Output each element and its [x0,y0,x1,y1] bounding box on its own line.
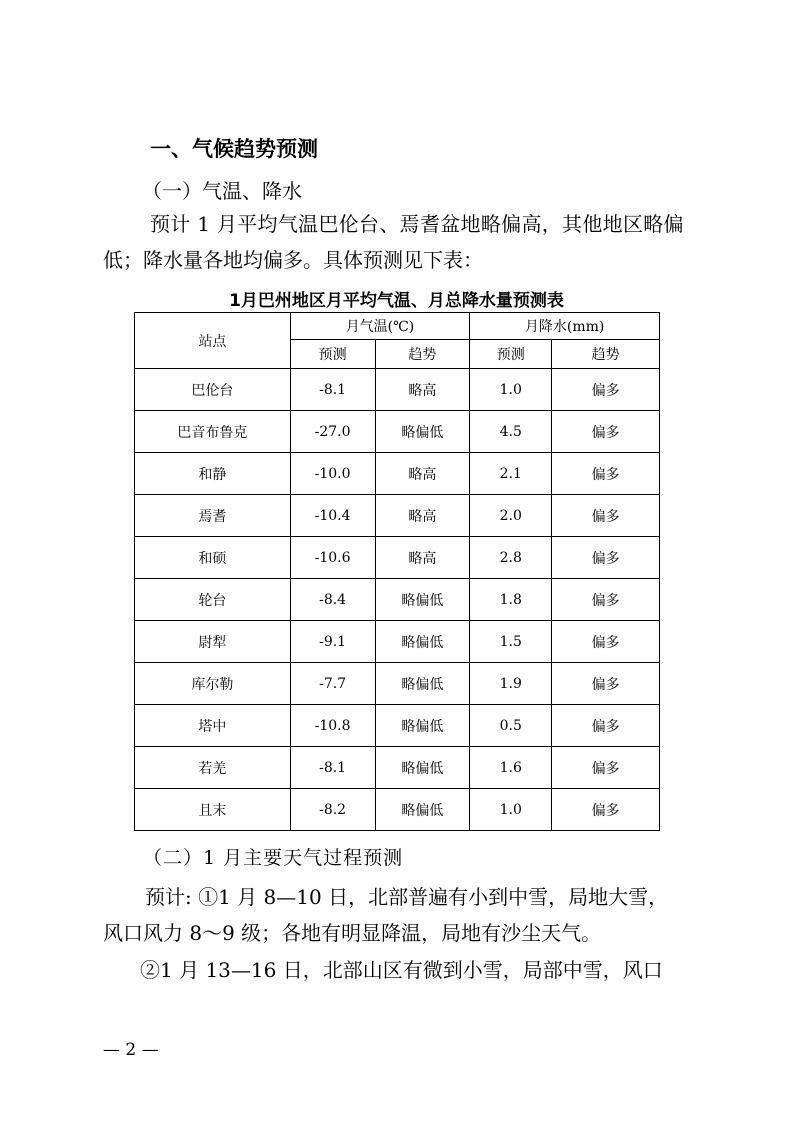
table-row [135,453,660,495]
cell-precip-trend: 偏多 [552,621,660,663]
cell-temp-trend: 略偏低 [375,747,470,789]
table-row [135,705,660,747]
cell-precip-trend: 偏多 [552,495,660,537]
table-row [135,369,660,411]
paragraph-line: 低；降水量各地均偏多。具体预测见下表： [103,248,483,272]
table-row [135,495,660,537]
paragraph-line: 预计 1 月平均气温巴伦台、焉耆盆地略偏高，其他地区略偏 [150,212,684,236]
cell-temp-trend: 略偏低 [375,663,470,705]
cell-temp-trend: 略高 [375,495,470,537]
table-row [135,537,660,579]
cell-precip: 2.8 [470,537,552,579]
cell-station: 焉耆 [135,495,291,537]
cell-precip-trend: 偏多 [552,411,660,453]
paragraph-line: 风口风力 8～9 级；各地有明显降温，局地有沙尘天气。 [103,921,602,945]
subheader-precip-trend: 趋势 [552,340,660,369]
cell-precip-trend: 偏多 [552,537,660,579]
paragraph-line: 预计: ①1 月 8—10 日，北部普遍有小到中雪，局地大雪， [145,885,669,909]
cell-station: 尉犁 [135,621,291,663]
cell-temp-trend: 略偏低 [375,621,470,663]
cell-precip-trend: 偏多 [552,369,660,411]
page-number: — 2 — [103,1040,159,1060]
cell-temp-trend: 略高 [375,537,470,579]
table-row [135,663,660,705]
cell-station: 和硕 [135,537,291,579]
cell-station: 巴伦台 [135,369,291,411]
cell-temp-trend: 略偏低 [375,789,470,831]
cell-temp-trend: 略偏低 [375,579,470,621]
cell-precip-trend: 偏多 [552,579,660,621]
cell-temp: -27.0 [290,411,375,453]
cell-temp: -10.0 [290,453,375,495]
cell-precip: 1.9 [470,663,552,705]
cell-station: 若羌 [135,747,291,789]
cell-station: 塔中 [135,705,291,747]
cell-precip: 2.1 [470,453,552,495]
cell-temp-trend: 略高 [375,369,470,411]
header-temperature: 月气温(℃) [290,313,470,340]
section-heading-climate-trend: 一、气候趋势预测 [150,137,318,161]
cell-precip-trend: 偏多 [552,705,660,747]
subsection-heading-temp-precip: （一）气温、降水 [142,179,302,203]
cell-station: 轮台 [135,579,291,621]
subheader-temp-forecast: 预测 [290,340,375,369]
cell-temp-trend: 略高 [375,453,470,495]
table-row [135,411,660,453]
header-precipitation: 月降水(mm) [470,313,660,340]
cell-precip: 1.5 [470,621,552,663]
cell-station: 巴音布鲁克 [135,411,291,453]
cell-precip: 1.6 [470,747,552,789]
subheader-temp-trend: 趋势 [375,340,470,369]
cell-precip: 1.0 [470,369,552,411]
cell-precip: 1.0 [470,789,552,831]
cell-precip: 4.5 [470,411,552,453]
cell-precip-trend: 偏多 [552,663,660,705]
table-row [135,789,660,831]
cell-temp: -8.1 [290,747,375,789]
paragraph-line: ②1 月 13—16 日，北部山区有微到小雪，局部中雪，风口 [140,958,663,982]
cell-temp: -7.7 [290,663,375,705]
cell-precip-trend: 偏多 [552,747,660,789]
table-row [135,747,660,789]
cell-temp: -10.8 [290,705,375,747]
cell-temp: -8.4 [290,579,375,621]
cell-station: 库尔勒 [135,663,291,705]
header-station: 站点 [135,313,291,369]
cell-station: 且末 [135,789,291,831]
cell-station: 和静 [135,453,291,495]
cell-temp-trend: 略偏低 [375,411,470,453]
cell-temp: -10.4 [290,495,375,537]
cell-temp: -8.1 [290,369,375,411]
cell-temp: -9.1 [290,621,375,663]
subsection-heading-weather-process: （二）1 月主要天气过程预测 [143,847,404,869]
cell-precip-trend: 偏多 [552,453,660,495]
cell-precip-trend: 偏多 [552,789,660,831]
cell-precip: 2.0 [470,495,552,537]
subheader-precip-forecast: 预测 [470,340,552,369]
table-title: 1月巴州地区月平均气温、月总降水量预测表 [229,291,564,311]
cell-precip: 1.8 [470,579,552,621]
table-row [135,579,660,621]
cell-precip: 0.5 [470,705,552,747]
cell-temp: -10.6 [290,537,375,579]
cell-temp-trend: 略偏低 [375,705,470,747]
cell-temp: -8.2 [290,789,375,831]
forecast-table [134,312,660,831]
table-row [135,621,660,663]
